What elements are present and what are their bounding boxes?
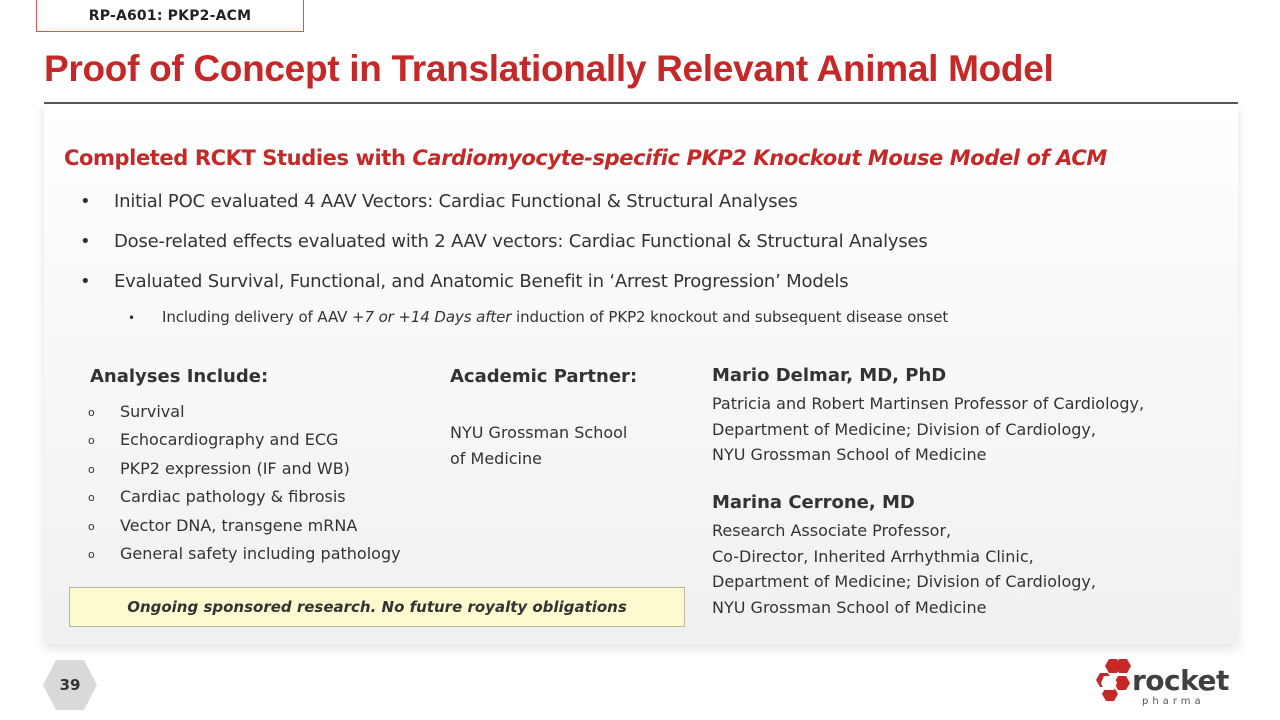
circle-bullet-icon: o [88,547,95,561]
subtitle-lead: Completed RCKT Studies with [64,146,413,170]
bullet-item [80,188,928,228]
bullet-text: Evaluated Survival, Functional, and Anatomic Benefit in ‘Arrest Progression’ Models [114,271,849,292]
bullet-text: Initial POC evaluated 4 AAV Vectors: Cardiac Functional & Structural Analyses [114,191,798,212]
affiliation-line: Research Associate Professor, [712,521,952,540]
logo-subtext: pharma [1142,696,1205,707]
analysis-text: Echocardiography and ECG [120,430,339,450]
page-number: 39 [59,676,81,694]
analysis-item [88,400,401,428]
bullet-text: Dose-related effects evaluated with 2 AAV vectors: Cardiac Functional & Structural Analyses [114,231,928,252]
affiliation-line: Co-Director, Inherited Arrhythmia Clinic, [712,546,1034,566]
analysis-item [88,514,401,542]
bullet-item [80,268,928,308]
partner-heading: Academic Partner: [450,366,638,387]
analysis-text: General safety including pathology [120,543,401,563]
affiliation-line: Department of Medicine; Division of Cardiology, [712,419,1096,439]
circle-bullet-icon: o [88,491,95,505]
analysis-text: Cardiac pathology & fibrosis [120,487,346,507]
analysis-text: Vector DNA, transgene mRNA [120,515,358,535]
analysis-text: PKP2 expression (IF and WB) [120,458,350,478]
page-number-badge [42,658,98,712]
affiliation-line: NYU Grossman School of Medicine [712,597,987,617]
partner-name [450,420,670,472]
sub-bullet-emphasis: +7 or +14 Days after [351,308,512,326]
bullet-icon: • [80,191,91,212]
subtitle-emphasis: Cardiomyocyte-specific PKP2 Knockout Mouse Model of ACM [412,146,1107,170]
slide-title: Proof of Concept in Translationally Relevant Animal Model [44,48,1054,89]
sub-bullet-before: Including delivery of AAV [162,308,352,326]
analyses-heading: Analyses Include: [90,366,269,387]
partner-line: NYU Grossman School [450,423,628,442]
affiliation-line: Department of Medicine; Division of Cardiology, [712,572,1096,591]
analysis-item [88,485,401,513]
analyses-list [88,400,401,570]
partner-line: of Medicine [450,449,542,468]
company-logo [1094,656,1234,712]
circle-bullet-icon: o [88,462,95,476]
person-affiliation [712,391,1144,468]
logo-wordmark: rocket [1132,664,1229,697]
bullet-icon: • [80,271,91,292]
analysis-item [88,542,401,570]
affiliation-line: Patricia and Robert Martinsen Professor of Cardiology, [712,394,1145,413]
person-affiliation [712,518,1096,620]
person-name: Mario Delmar, MD, PhD [712,365,947,386]
callout-box: Ongoing sponsored research. No future royalty obligations [69,587,685,627]
analysis-item [88,428,401,456]
sub-bullet-icon: • [128,311,135,325]
bullet-icon: • [80,231,91,252]
section-subtitle [64,146,1107,170]
sub-bullet-item [128,308,948,326]
circle-bullet-icon: o [88,434,95,448]
bullet-item [80,228,928,268]
analysis-item [88,457,401,485]
main-bullet-list [80,188,928,308]
circle-bullet-icon: o [88,519,95,533]
affiliation-line: NYU Grossman School of Medicine [712,445,987,464]
hexagon-cluster-icon [1094,656,1134,704]
circle-bullet-icon: o [88,406,95,419]
analysis-text: Survival [120,402,185,421]
person-name: Marina Cerrone, MD [712,492,915,513]
sub-bullet-after: induction of PKP2 knockout and subsequent disease onset [511,308,949,326]
deck-section-tag: RP-A601: PKP2-ACM [36,0,304,32]
